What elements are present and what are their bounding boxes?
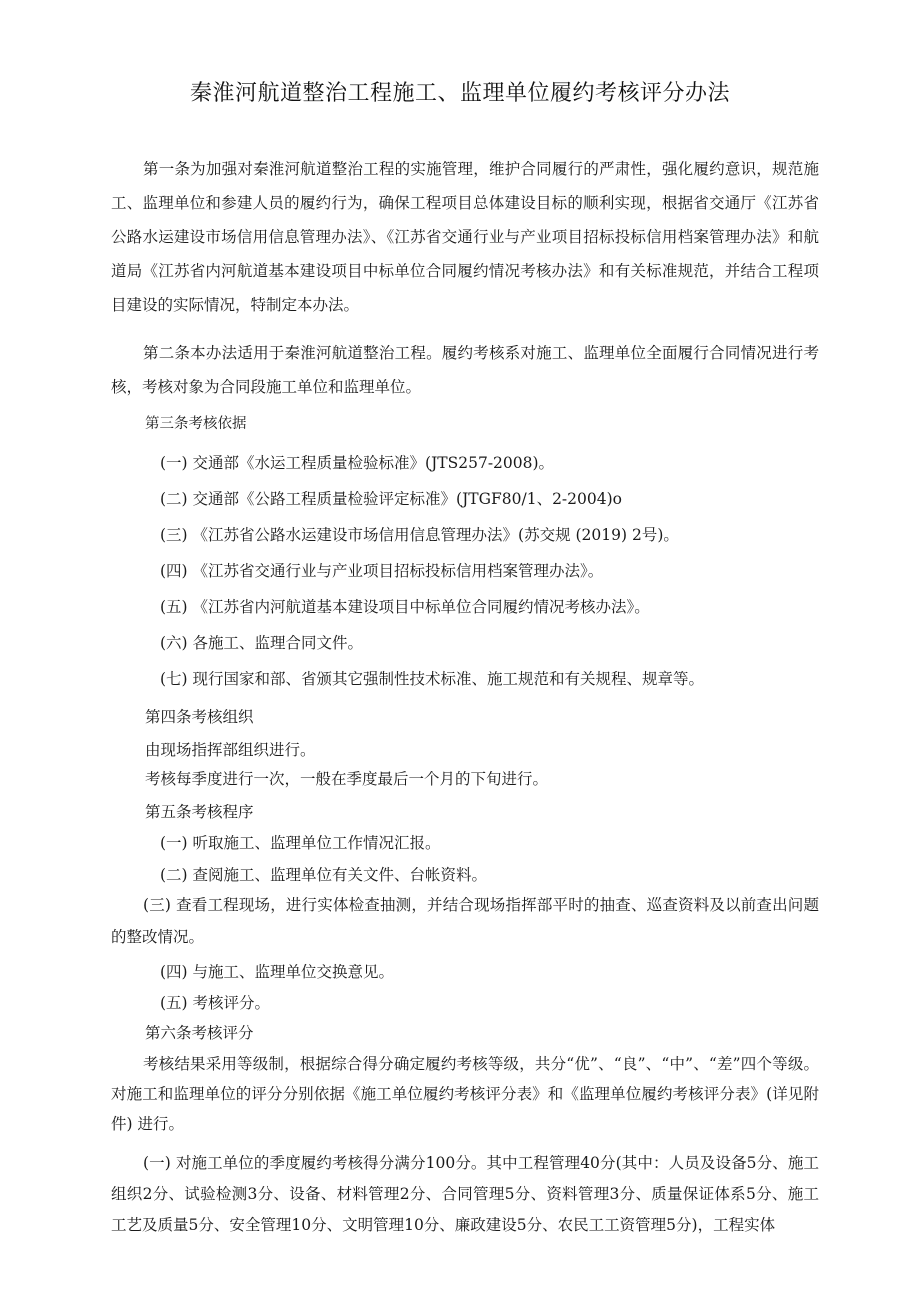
article-3-item-1: (一) 交通部《水运工程质量检验标准》(JTS257-2008)。 [160, 454, 555, 472]
article-3-item-2: (二) 交通部《公路工程质量检验评定标准》(JTGF80/1、2-2004)o [160, 490, 622, 508]
article-3-item-6: (六) 各施工、监理合同文件。 [160, 634, 364, 652]
article-1-paragraph: 第一条为加强对秦淮河航道整治工程的实施管理，维护合同履行的严肃性，强化履约意识，规范施工、监理单位和参建人员的履约行为，确保工程项目总体建设目标的顺利实现，根据省交通厅《江苏省公路水运建设市场信用信息管理办法》、《江苏省交通行业与产业项目招标投标信用档案管理办法》和航道局《江苏省内河航道基本建设项目中标单位合同履约情况考核办法》和有关标准规范，并结合工程项目建设的实际情况，特制定本办法。 [111, 160, 819, 314]
document-title: 秦淮河航道整治工程施工、监理单位履约考核评分办法 [189, 81, 730, 106]
article-2-paragraph: 第二条本办法适用于秦淮河航道整治工程。履约考核系对施工、监理单位全面履行合同情况进行考核，考核对象为合同段施工单位和监理单位。 [111, 344, 819, 396]
article-3-item-7: (七) 现行国家和部、省颁其它强制性技术标准、施工规范和有关规程、规章等。 [160, 670, 705, 688]
article-5-item-1: (一) 听取施工、监理单位工作情况汇报。 [160, 834, 441, 852]
article-3-item-3: (三) 《江苏省公路水运建设市场信用信息管理办法》(苏交规 (2019) 2号)。 [160, 526, 679, 544]
article-6-paragraph-1: 考核结果采用等级制，根据综合得分确定履约考核等级，共分“优”、“良”、“中”、“差”四个等级。对施工和监理单位的评分分别依据《施工单位履约考核评分表》和《监理单位履约考核评分表》(详见附件) 进行。 [111, 1055, 819, 1133]
article-3-heading: 第三条考核依据 [145, 416, 247, 432]
article-5-item-5: (五) 考核评分。 [160, 994, 271, 1012]
article-4-heading: 第四条考核组织 [145, 708, 254, 726]
article-3-item-4: (四) 《江苏省交通行业与产业项目招标投标信用档案管理办法》。 [160, 562, 604, 580]
article-5-item-4: (四) 与施工、监理单位交换意见。 [160, 963, 395, 981]
article-3-item-5: (五) 《江苏省内河航道基本建设项目中标单位合同履约情况考核办法》。 [160, 598, 650, 616]
article-4-line-1: 由现场指挥部组织进行。 [145, 741, 316, 759]
article-5-item-3: (三) 查看工程现场，进行实体检查抽测，并结合现场指挥部平时的抽查、巡查资料及以前查出问题的整改情况。 [111, 896, 819, 946]
article-5-heading: 第五条考核程序 [145, 803, 254, 821]
article-6-heading: 第六条考核评分 [145, 1024, 254, 1042]
article-5-item-2: (二) 查阅施工、监理单位有关文件、台帐资料。 [160, 866, 488, 884]
article-6-paragraph-2: (一) 对施工单位的季度履约考核得分满分100分。其中工程管理40分(其中：人员及设备5分、施工组织2分、试验检测3分、设备、材料管理2分、合同管理5分、资料管理3分、质量保证体系5分、施工工艺及质量5分、安全管理10分、文明管理10分、廉政建设5分、农民工工资管理5分)，工程实体 [111, 1154, 819, 1234]
article-4-line-2: 考核每季度进行一次，一般在季度最后一个月的下旬进行。 [145, 770, 549, 788]
